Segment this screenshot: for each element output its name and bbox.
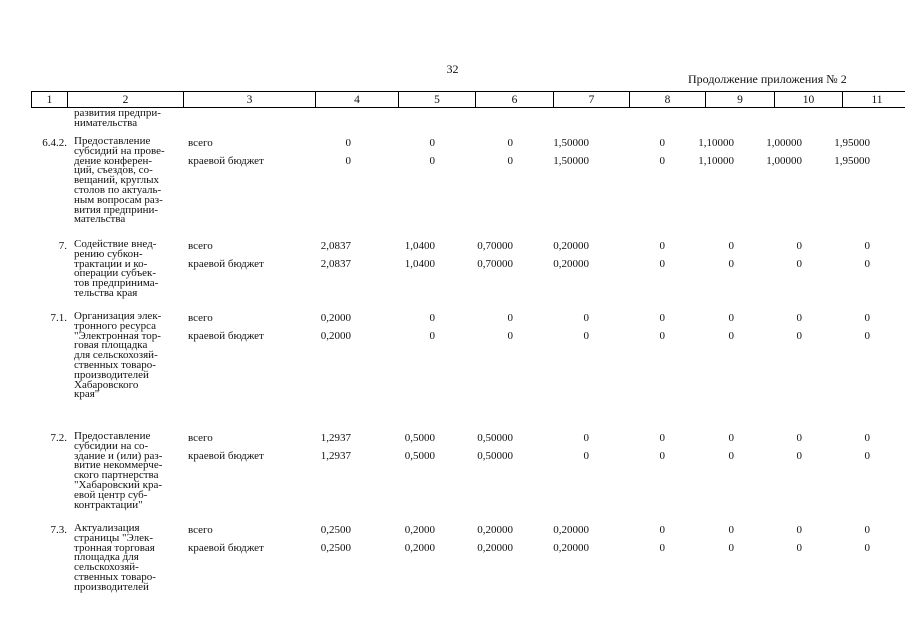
value-col-8: 0	[659, 542, 665, 554]
value-col-7: 1,50000	[553, 155, 589, 167]
value-col-5: 0	[429, 137, 435, 149]
page-number: 32	[446, 62, 459, 76]
value-col-9: 1,10000	[698, 155, 734, 167]
col-header-7: 7	[554, 92, 630, 108]
value-col-10: 0	[796, 450, 802, 462]
value-col-11: 0	[864, 524, 870, 536]
value-col-11: 0	[864, 450, 870, 462]
value-col-8: 0	[659, 450, 665, 462]
value-col-5: 0	[429, 330, 435, 342]
row-activity-name	[74, 109, 181, 129]
value-col-6: 0	[507, 312, 513, 324]
value-col-8: 0	[659, 155, 665, 167]
value-col-4: 1,2937	[320, 450, 351, 462]
value-col-10: 0	[796, 312, 802, 324]
value-col-11: 0	[864, 312, 870, 324]
value-col-10: 0	[796, 432, 802, 444]
value-col-10: 1,00000	[766, 155, 802, 167]
funding-source-label: всего	[188, 137, 213, 149]
value-col-9: 0	[728, 542, 734, 554]
value-col-11: 1,95000	[834, 137, 870, 149]
col-header-4: 4	[316, 92, 399, 108]
row-activity-name	[74, 137, 181, 225]
activity-name-line: развития предпри-	[74, 107, 161, 119]
value-col-7: 0	[583, 432, 589, 444]
value-col-9: 0	[728, 240, 734, 252]
value-col-6: 0,70000	[477, 258, 513, 270]
activity-name-line: Хабаровского	[74, 378, 139, 391]
value-col-5: 1,0400	[404, 240, 435, 252]
col-header-1: 1	[32, 92, 68, 108]
activity-name-line: Предоставление	[74, 135, 151, 147]
value-col-4: 0	[345, 137, 351, 149]
activity-name-line: ций, съездов, со-	[74, 164, 153, 177]
funding-source-label: краевой бюджет	[188, 155, 264, 167]
activity-name-line: сельскохозяй-	[74, 561, 139, 574]
activity-name-line: тельства края	[74, 286, 138, 299]
value-col-10: 0	[796, 542, 802, 554]
funding-source-label: всего	[188, 524, 213, 536]
row-number: 7.	[58, 240, 67, 252]
row-activity-name	[74, 240, 181, 299]
value-col-5: 0,2000	[404, 542, 435, 554]
value-col-6: 0,20000	[477, 542, 513, 554]
table-row	[31, 312, 876, 412]
row-activity-name	[74, 432, 181, 510]
row-number: 7.1.	[50, 312, 67, 324]
activity-name-line: операции субъек-	[74, 267, 157, 280]
value-col-11: 0	[864, 542, 870, 554]
col-header-10: 10	[775, 92, 843, 108]
value-col-11: 0	[864, 240, 870, 252]
value-col-7: 0	[583, 450, 589, 462]
appendix-continuation-label: Продолжение приложения № 2	[688, 72, 847, 86]
activity-name-line: говая площадка	[74, 339, 148, 352]
value-col-5: 0	[429, 312, 435, 324]
value-col-7: 0,20000	[553, 524, 589, 536]
table-row	[31, 137, 876, 235]
activity-name-line: Предоставление	[74, 430, 151, 442]
row-activity-name	[74, 312, 181, 400]
activity-name-line: витие некоммерче-	[74, 459, 163, 472]
value-col-10: 0	[796, 330, 802, 342]
value-col-7: 0	[583, 330, 589, 342]
activity-name-line: ского партнерства	[74, 469, 159, 482]
value-col-11: 0	[864, 432, 870, 444]
activity-name-line: производителей	[74, 368, 149, 381]
funding-source-label: краевой бюджет	[188, 330, 264, 342]
value-col-8: 0	[659, 524, 665, 536]
activity-name-line: мательства	[74, 213, 126, 226]
activity-name-line: ственных товаро-	[74, 570, 156, 583]
col-header-2: 2	[68, 92, 184, 108]
activity-name-line: столов по актуаль-	[74, 183, 162, 196]
header-row	[32, 92, 905, 108]
funding-source-label: краевой бюджет	[188, 542, 264, 554]
value-col-7: 0	[583, 312, 589, 324]
col-header-8: 8	[630, 92, 706, 108]
table-row	[31, 109, 876, 133]
col-header-5: 5	[399, 92, 476, 108]
value-col-6: 0	[507, 330, 513, 342]
value-col-9: 0	[728, 432, 734, 444]
row-number: 7.3.	[50, 524, 67, 536]
activity-name-line: контрактации"	[74, 498, 143, 511]
activity-name-line: площадка для	[74, 551, 139, 564]
activity-name-line: тронная торговая	[74, 541, 155, 554]
activity-name-line: Организация элек-	[74, 310, 162, 322]
value-col-9: 0	[728, 312, 734, 324]
activity-name-line: Актуализация	[74, 522, 140, 534]
value-col-11: 0	[864, 330, 870, 342]
value-col-4: 0,2000	[320, 312, 351, 324]
value-col-6: 0,20000	[477, 524, 513, 536]
value-col-5: 0,2000	[404, 524, 435, 536]
value-col-9: 1,10000	[698, 137, 734, 149]
activity-name-line: ным вопросам раз-	[74, 193, 163, 206]
value-col-10: 0	[796, 240, 802, 252]
value-col-4: 0	[345, 155, 351, 167]
col-header-11: 11	[843, 92, 905, 108]
col-header-3: 3	[184, 92, 316, 108]
value-col-7: 0,20000	[553, 240, 589, 252]
value-col-5: 0	[429, 155, 435, 167]
value-col-8: 0	[659, 258, 665, 270]
activity-name-line: рению субкон-	[74, 247, 143, 260]
funding-source-label: всего	[188, 240, 213, 252]
value-col-11: 0	[864, 258, 870, 270]
value-col-6: 0,70000	[477, 240, 513, 252]
value-col-8: 0	[659, 240, 665, 252]
activity-name-line: евой центр суб-	[74, 488, 148, 501]
value-col-7: 0,20000	[553, 542, 589, 554]
table-row	[31, 240, 876, 308]
value-col-6: 0,50000	[477, 450, 513, 462]
value-col-7: 1,50000	[553, 137, 589, 149]
value-col-8: 0	[659, 432, 665, 444]
value-col-6: 0	[507, 137, 513, 149]
table-row	[31, 432, 876, 520]
activity-name-line: страницы "Элек-	[74, 531, 153, 544]
value-col-11: 1,95000	[834, 155, 870, 167]
activity-name-line: для сельскохозяй-	[74, 349, 158, 362]
activity-name-line: вещаний, круглых	[74, 174, 160, 187]
value-col-5: 1,0400	[404, 258, 435, 270]
value-col-9: 0	[728, 258, 734, 270]
activity-name-line: вития предприни-	[74, 203, 159, 216]
column-number-header	[31, 91, 905, 108]
activity-name-line: здание и (или) раз-	[74, 449, 163, 462]
value-col-4: 2,0837	[320, 258, 351, 270]
funding-source-label: всего	[188, 312, 213, 324]
funding-source-label: краевой бюджет	[188, 450, 264, 462]
value-col-10: 0	[796, 258, 802, 270]
activity-name-line: Содействие внед-	[74, 238, 157, 250]
value-col-5: 0,5000	[404, 432, 435, 444]
value-col-4: 1,2937	[320, 432, 351, 444]
value-col-4: 0,2500	[320, 524, 351, 536]
value-col-10: 1,00000	[766, 137, 802, 149]
activity-name-line: субсидии на со-	[74, 439, 149, 452]
activity-name-line: "Электронная тор-	[74, 329, 161, 342]
activity-name-line: производителей	[74, 580, 149, 593]
value-col-4: 2,0837	[320, 240, 351, 252]
activity-name-line: "Хабаровский кра-	[74, 478, 163, 491]
value-col-6: 0,50000	[477, 432, 513, 444]
row-number: 6.4.2.	[42, 137, 67, 149]
value-col-9: 0	[728, 330, 734, 342]
row-activity-name	[74, 524, 181, 593]
col-header-6: 6	[476, 92, 554, 108]
activity-name-line: тронного ресурса	[74, 319, 156, 332]
value-col-4: 0,2000	[320, 330, 351, 342]
row-number: 7.2.	[50, 432, 67, 444]
activity-name-line: тов предпринима-	[74, 277, 159, 290]
value-col-5: 0,5000	[404, 450, 435, 462]
value-col-8: 0	[659, 312, 665, 324]
value-col-9: 0	[728, 450, 734, 462]
activity-name-line: ственных товаро-	[74, 358, 156, 371]
funding-source-label: краевой бюджет	[188, 258, 264, 270]
funding-source-label: всего	[188, 432, 213, 444]
value-col-8: 0	[659, 137, 665, 149]
activity-name-line: трактации и ко-	[74, 257, 148, 270]
value-col-10: 0	[796, 524, 802, 536]
value-col-6: 0	[507, 155, 513, 167]
value-col-8: 0	[659, 330, 665, 342]
activity-name-line: края"	[74, 388, 100, 401]
activity-name-line: дение конферен-	[74, 154, 152, 167]
activity-name-line: нимательства	[74, 116, 138, 129]
table-row	[31, 524, 876, 604]
activity-name-line: субсидий на прове-	[74, 144, 165, 157]
value-col-4: 0,2500	[320, 542, 351, 554]
value-col-7: 0,20000	[553, 258, 589, 270]
col-header-9: 9	[706, 92, 775, 108]
value-col-9: 0	[728, 524, 734, 536]
